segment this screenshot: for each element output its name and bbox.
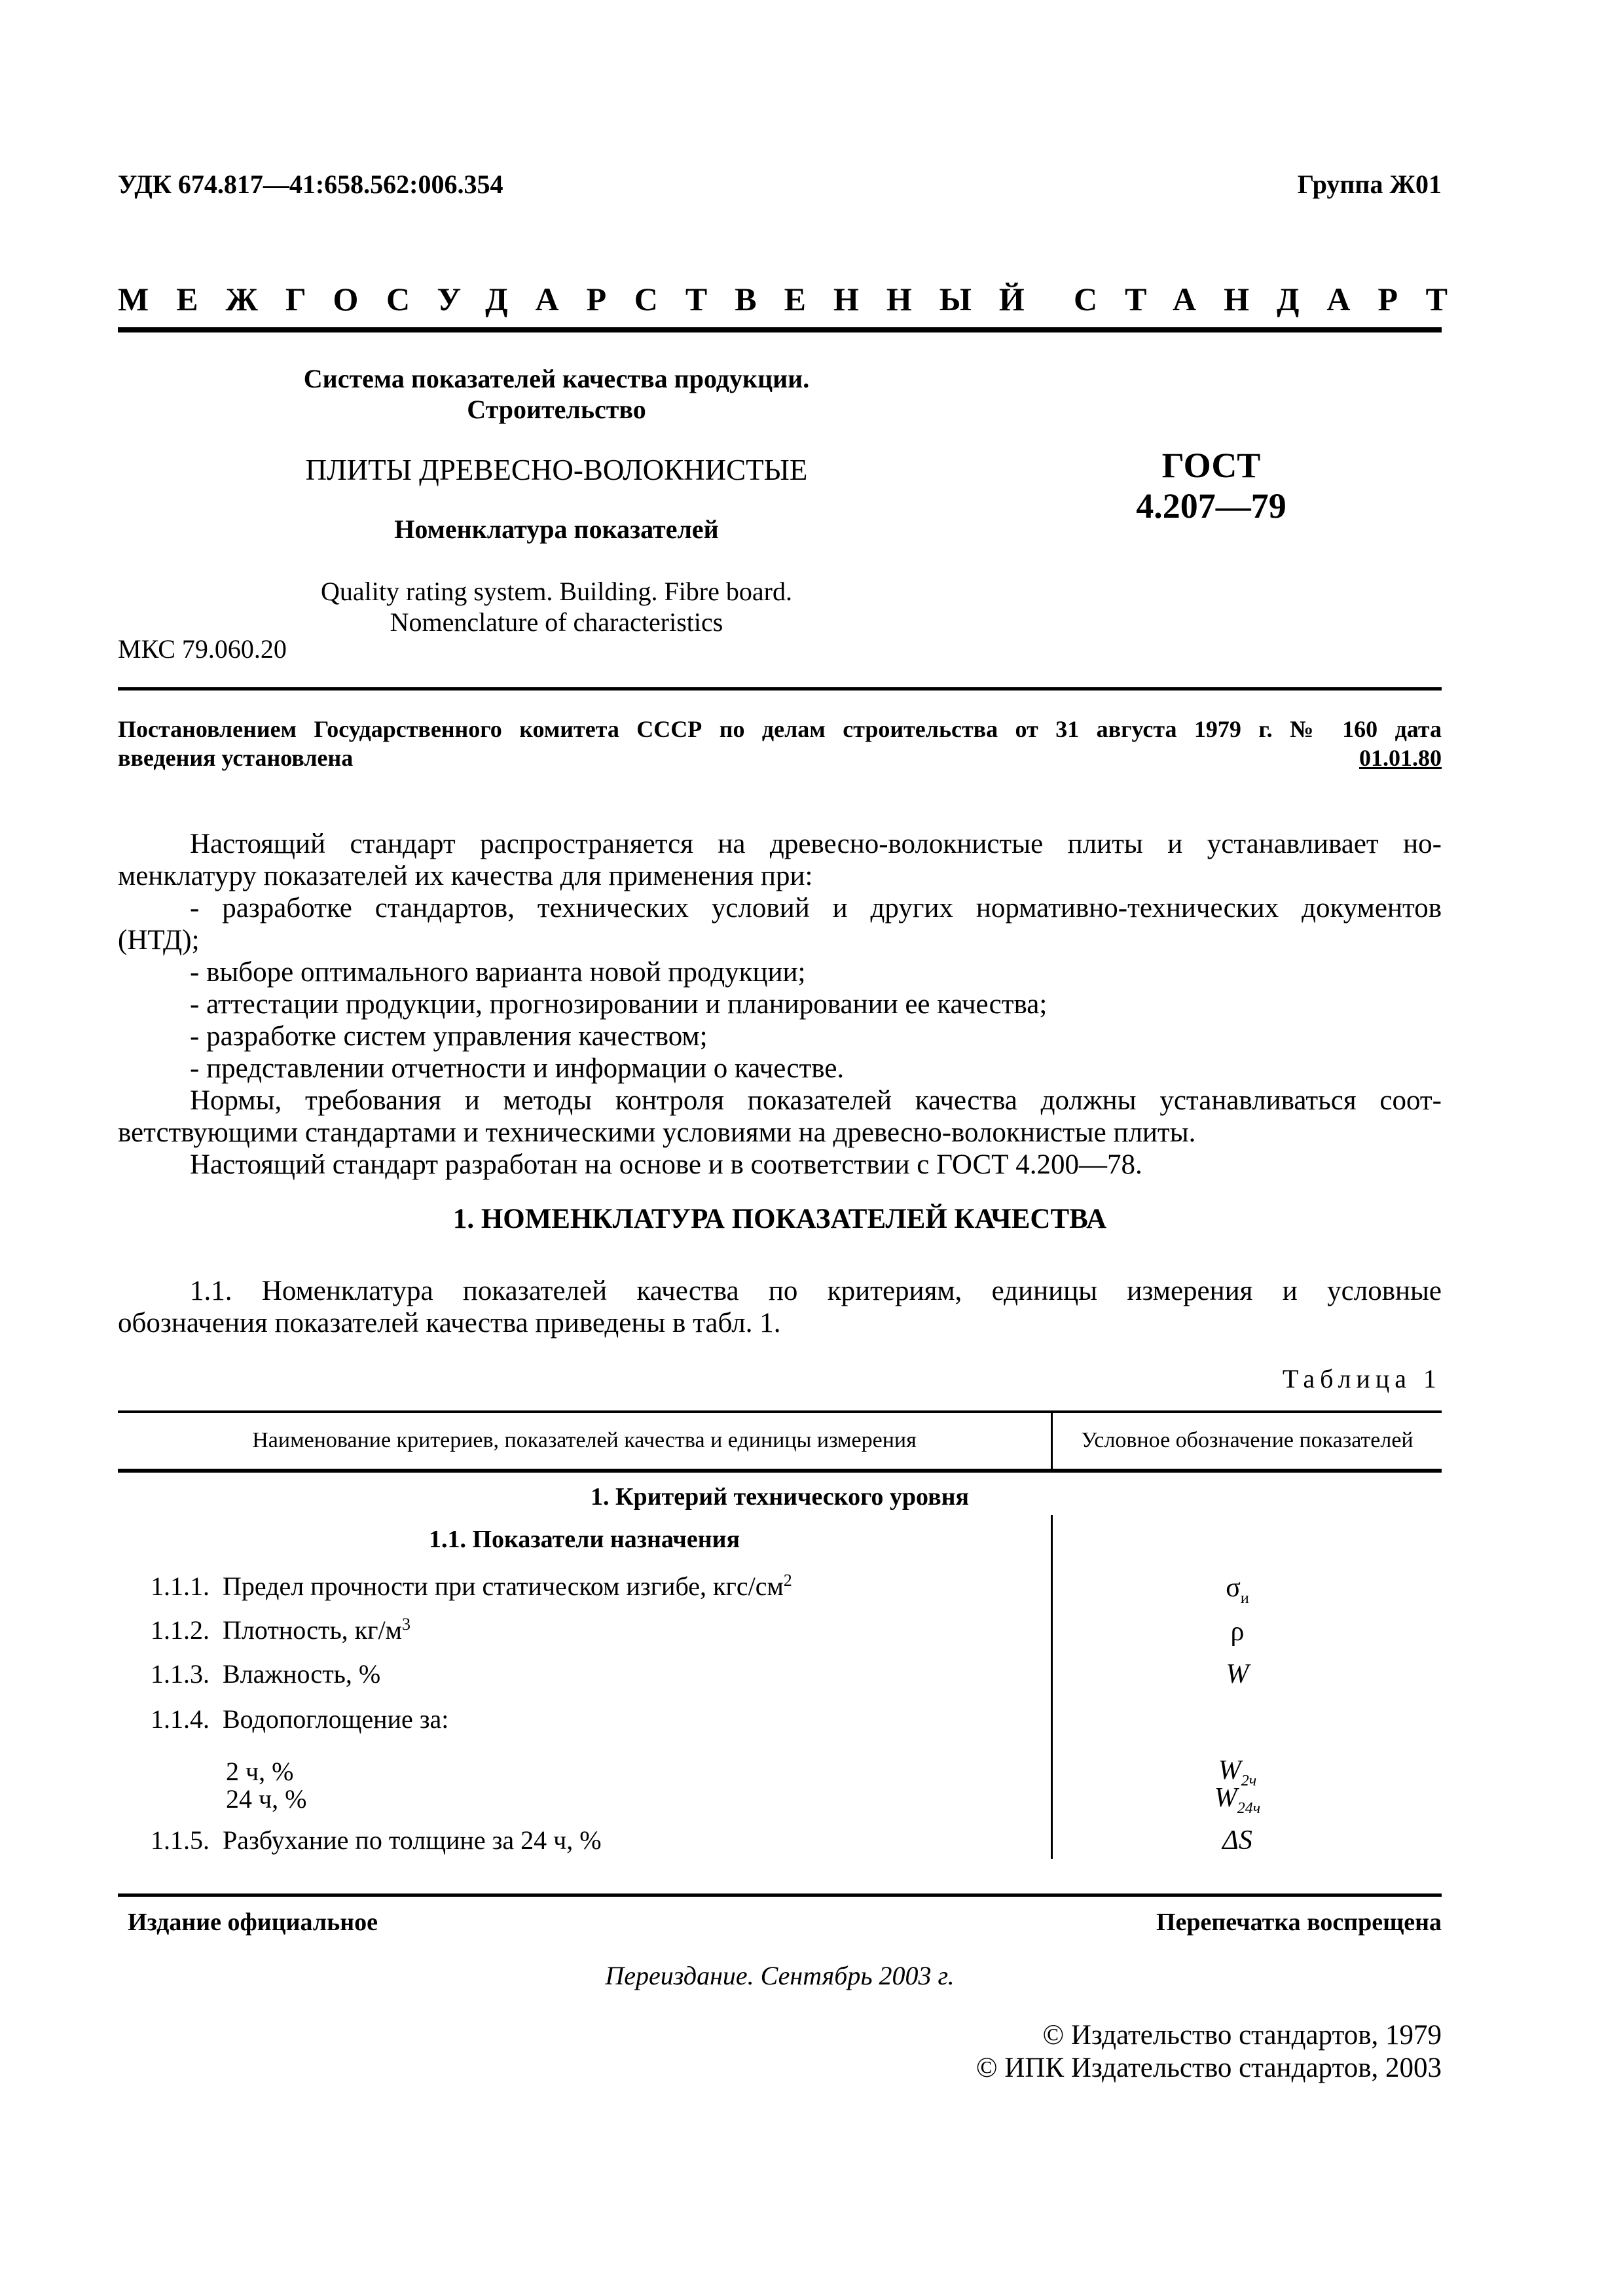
row-unit-exponent: 2 xyxy=(783,1571,792,1590)
title-rule xyxy=(118,687,1442,691)
banner-standard: СТАНДАРТ xyxy=(1074,281,1475,317)
section1-heading: 1. НОМЕНКЛАТУРА ПОКАЗАТЕЛЕЙ КАЧЕСТВА xyxy=(452,1204,1107,1234)
section1-p-line1: 1.1. Номенклатура показателей качества по критериям, единицы измерения и условные xyxy=(190,1276,1442,1306)
copyright-1979: © Издательство стандартов, 1979 xyxy=(1042,2020,1442,2051)
row-symbol: W xyxy=(1226,1659,1249,1689)
row-symbol: $\sigma_и$ xyxy=(1226,1573,1249,1607)
intro-p3: Настоящий стандарт разработан на основе и в соответствии с ГОСТ 4.200—78. xyxy=(190,1149,1142,1180)
decree-line1: Постановлением Государственного комитета СССР по делам строительства от 31 августа 1979 г. № 160 дата xyxy=(118,716,1442,742)
decree-line2: введения установлена xyxy=(118,745,354,771)
intro-p2-line1: Нормы, требования и методы контроля показателей качества должны устанавливаться соот- xyxy=(190,1085,1442,1116)
row-symbol: ρ xyxy=(1230,1617,1245,1647)
row-name: 2 ч, % xyxy=(226,1757,294,1786)
row-symbol: $W_{2ч}$ xyxy=(1218,1755,1257,1789)
row-unit-exponent: 3 xyxy=(401,1615,410,1634)
english-title-line1: Quality rating system. Building. Fibre board. xyxy=(321,577,792,606)
intro-p2-line2: ветствующими стандартами и техническими условиями на древесно-волокнистые плиты. xyxy=(118,1117,1196,1148)
mks-code: МКС 79.060.20 xyxy=(118,634,287,664)
system-subtitle: Строительство xyxy=(467,395,646,424)
intro-bullet1-line2: (НТД); xyxy=(118,925,200,956)
document-subtitle: Номенклатура показателей xyxy=(394,514,719,544)
section1-p-line2: обозначения показателей качества приведены в табл. 1. xyxy=(118,1308,781,1338)
row-number: 1.1.1. xyxy=(151,1571,210,1601)
group-code: Группа Ж01 xyxy=(1297,170,1442,199)
row-name: Разбухание по толщине за 24 ч, % xyxy=(223,1825,602,1855)
intro-bullet1-line1: - разработке стандартов, технических условий и других нормативно-технических документов xyxy=(190,893,1442,924)
table-subgroup-heading: 1.1. Показатели назначения xyxy=(428,1526,740,1553)
table-top-rule xyxy=(118,1410,1442,1413)
intro-bullet3: - аттестации продукции, прогнозировании и планировании ее качества; xyxy=(190,989,1048,1020)
row-name: Водопоглощение за: xyxy=(223,1704,449,1734)
table-row xyxy=(151,1615,410,1645)
row-number: 1.1.4. xyxy=(151,1704,210,1734)
intro-bullet2: - выборе оптимального варианта новой продукции; xyxy=(190,957,806,988)
table-row xyxy=(151,1825,602,1856)
table-row xyxy=(151,1659,380,1689)
row-name: Плотность, кг/м xyxy=(223,1615,402,1645)
row-number: 1.1.5. xyxy=(151,1825,210,1855)
table-col1-header: Наименование критериев, показателей качества и единицы измерения xyxy=(252,1428,917,1452)
udk-code: УДК 674.817—41:658.562:006.354 xyxy=(118,170,503,199)
intro-p1-line2: менклатуру показателей их качества для применения при: xyxy=(118,861,813,891)
footer-rule xyxy=(118,1893,1442,1897)
table-row xyxy=(151,1571,792,1602)
banner-interstate: МЕЖГОСУДАРСТВЕННЫЙ xyxy=(118,281,1052,317)
banner-rule xyxy=(118,327,1442,332)
row-name: 24 ч, % xyxy=(226,1784,307,1814)
row-number: 1.1.2. xyxy=(151,1615,210,1645)
row-name: Предел прочности при статическом изгибе, кгс/см xyxy=(223,1571,784,1601)
intro-bullet4: - разработке систем управления качеством; xyxy=(190,1021,708,1052)
row-symbol: $W_{24ч}$ xyxy=(1214,1783,1261,1817)
table-group-heading: 1. Критерий технического уровня xyxy=(590,1483,970,1511)
section1-paragraph xyxy=(118,1275,1442,1339)
english-title-line2: Nomenclature of characteristics xyxy=(390,607,723,637)
intro-text xyxy=(118,828,1442,1181)
reprint-prohibited: Перепечатка воспрещена xyxy=(1156,1909,1442,1936)
row-name: Влажность, % xyxy=(223,1659,381,1689)
product-title: ПЛИТЫ ДРЕВЕСНО-ВОЛОКНИСТЫЕ xyxy=(305,454,808,486)
table-row xyxy=(226,1756,293,1787)
effective-date: 01.01.80 xyxy=(1359,745,1442,771)
intro-p1-line1: Настоящий стандарт распространяется на древесно-волокнистые плиты и устанавливает но- xyxy=(190,829,1442,859)
row-number: 1.1.3. xyxy=(151,1659,210,1689)
reissue-note: Переиздание. Сентябрь 2003 г. xyxy=(605,1961,955,1990)
system-title: Система показателей качества продукции. xyxy=(303,364,810,393)
official-edition: Издание официальное xyxy=(128,1909,378,1936)
gost-label: ГОСТ xyxy=(1161,446,1261,485)
gost-number: 4.207—79 xyxy=(1136,486,1286,526)
intro-bullet5: - представлении отчетности и информации о качестве. xyxy=(190,1053,845,1084)
table-row xyxy=(226,1784,306,1814)
table-col2-header: Условное обозначение показателей xyxy=(1081,1428,1413,1452)
table-header-rule xyxy=(118,1469,1442,1473)
table-row xyxy=(151,1704,448,1734)
row-symbol: ΔS xyxy=(1222,1825,1252,1856)
copyright-2003: © ИПК Издательство стандартов, 2003 xyxy=(976,2053,1442,2083)
table-caption: Таблица 1 xyxy=(1282,1364,1442,1393)
table-body-divider xyxy=(1051,1515,1053,1859)
